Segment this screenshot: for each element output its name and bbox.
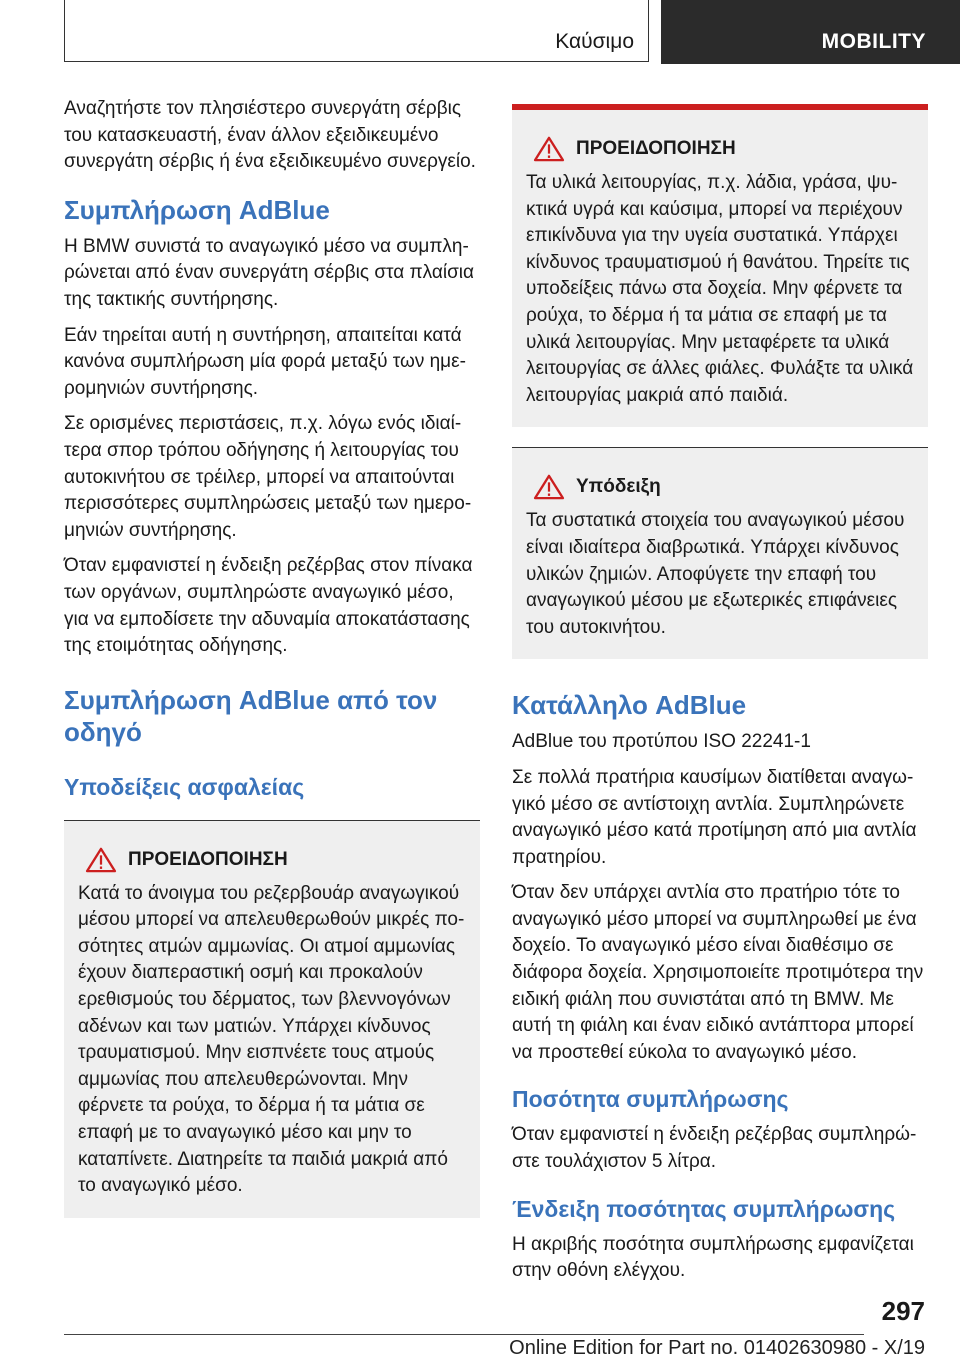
paragraph: Όταν εμφανιστεί η ένδειξη ρεζέρβας στον πίνακα των οργάνων, συμπληρώστε αναγωγικό μέσο, για να εμποδίσετε την αδυναμία αποκατάστασης της ετοιμότητας οδήγησης. xyxy=(64,555,473,657)
paragraph: Σε ορισμένες περιστάσεις, π.χ. λόγω ενός ιδιαίτερα σπορ τρόπου οδήγησης ή λειτουργίας του αυτοκινήτου σε τρέιλερ, μπορεί να απαιτούνται περισσότερες συμπληρώσεις μεταξύ των ημερομηνιών συντήρησης. xyxy=(64,413,472,541)
warning-title: ΠΡΟΕΙΔΟΠΟΙΗΣΗ xyxy=(128,848,288,870)
heading-driver-refill: Συμπλήρωση AdBlue από τον οδηγό xyxy=(64,684,438,747)
warning-text: Τα υλικά λειτουργίας, π.χ. λάδια, γράσα, ψυκτικά υγρά και καύσιμα, μπορεί να περιέχουν επικίνδυνα για την υγεία συστατικά. Υπάρχει κίνδυνος τραυματισμού ή θανάτου. Τηρείτε τις υποδείξεις πάνω στα δοχεία. Μην φέρνετε τα ρούχα, το δέρμα ή τα μάτια σε επαφή με τα υλικά λειτουργίας. Μην μεταφέρετε τα υλικά λειτουργίας σε άλλες φιάλες. Φυλάξτε τα υλικά λειτουργίας μακριά από παιδιά. xyxy=(526,172,914,406)
heading-safety-notes: Υποδείξεις ασφαλείας xyxy=(64,773,305,800)
heading-fill-quantity-display: Ένδειξη ποσότητας συμπλήρωσης xyxy=(512,1195,896,1222)
right-column xyxy=(512,104,928,1294)
warning-triangle-icon xyxy=(532,136,566,162)
hint-title: Υπόδειξη xyxy=(576,476,661,498)
heading-fill-quantity: Ποσότητα συμπλήρωσης xyxy=(512,1086,789,1113)
hint-text: Τα συστατικά στοιχεία του αναγωγικού μέσου είναι ιδιαίτερα διαβρωτικά. Υπάρχει κίνδυνος υλικών ζημιών. Αποφύγετε την επαφή του αναγωγικού μέσου με εξωτερικές επιφάνειες του αυτοκινήτου. xyxy=(526,510,905,638)
paragraph: AdBlue του προτύπου ISO 22241-1 xyxy=(512,731,811,753)
hint-box-corrosion xyxy=(512,448,928,659)
edition-note: Online Edition for Part no. 01402630980 - X/19 xyxy=(509,1337,925,1359)
hint-triangle-icon xyxy=(532,474,566,500)
paragraph: Η ακριβής ποσότητα συμπλήρωσης εμφανίζεται στην οθόνη ελέγχου. xyxy=(512,1233,914,1282)
paragraph: Όταν εμφανιστεί η ένδειξη ρεζέρβας συμπληρώστε τουλάχιστον 5 λίτρα. xyxy=(512,1124,917,1173)
heading-adblue-refill: Συμπλήρωση AdBlue xyxy=(64,194,330,225)
warning-box-ammonia xyxy=(64,821,480,1218)
footer-divider xyxy=(64,1334,864,1335)
heading-suitable-adblue: Κατάλληλο AdBlue xyxy=(512,690,747,721)
left-column xyxy=(64,96,480,1218)
paragraph: Σε πολλά πρατήρια καυσίμων διατίθεται αναγωγικό μέσο σε αντίστοιχη αντλία. Συμπληρώνετε αναγωγικό μέσο κατά προτίμηση από μια αντλία πρατηρίου. xyxy=(512,766,917,868)
page-header xyxy=(64,0,960,66)
paragraph: Εάν τηρείται αυτή η συντήρηση, απαιτείται κατά κανόνα συμπλήρωση μία φορά μεταξύ των ημερομηνιών συντήρησης. xyxy=(64,324,466,399)
page-number: 297 xyxy=(881,1296,925,1326)
warning-box-fluids xyxy=(512,104,928,427)
chapter-tab[interactable]: MOBILITY xyxy=(661,0,960,64)
section-title: Καύσιμο xyxy=(64,0,649,62)
paragraph: Αναζητήστε τον πλησιέστερο συνεργάτη σέρβις του κατασκευαστή, έναν άλλον εξειδικευμένο συνεργάτη σέρβις ή ένα εξειδικευμένο συνεργείο. xyxy=(64,98,476,173)
paragraph: Η BMW συνιστά το αναγωγικό μέσο να συμπληρώνεται από έναν συνεργάτη σέρβις στα πλαίσια της τακτικής συντήρησης. xyxy=(64,235,475,310)
warning-text: Κατά το άνοιγμα του ρεζερβουάρ αναγωγικού μέσου μπορεί να απελευθερωθούν μικρές ποσότητες ατμών αμμωνίας. Οι ατμοί αμμωνίας έχουν διαπεραστική οσμή και προκαλούν ερεθισμούς του δέρματος, των βλεννογόνων αδένων και των ματιών. Υπάρχει κίνδυνος τραυματισμού. Μην εισπνέετε τους ατμούς αμμωνίας που απελευθερώνονται. Μην φέρνετε τα ρούχα, το δέρμα ή τα μάτια σε επαφή με το αναγωγικό μέσο και μην το καταπίνετε. Διατηρείτε τα παιδιά μακριά από το αναγωγικό μέσο. xyxy=(78,882,465,1197)
warning-triangle-icon xyxy=(84,847,118,873)
warning-title: ΠΡΟΕΙΔΟΠΟΙΗΣΗ xyxy=(576,138,736,159)
paragraph: Όταν δεν υπάρχει αντλία στο πρατήριο τότε το αναγωγικό μέσο μπορεί να συμπληρωθεί με ένα δοχείο. Το αναγωγικό μέσο είναι διαθέσιμο σε διάφορα δοχεία. Χρησιμοποιείτε προτιμότερα την ειδική φιάλη που συνιστάται από τη BMW. Με αυτή τη φιάλη και έναν ειδικό αντάπτορα μπορεί να προστεθεί εύκολα το αναγωγικό μέσο. xyxy=(512,882,924,1063)
